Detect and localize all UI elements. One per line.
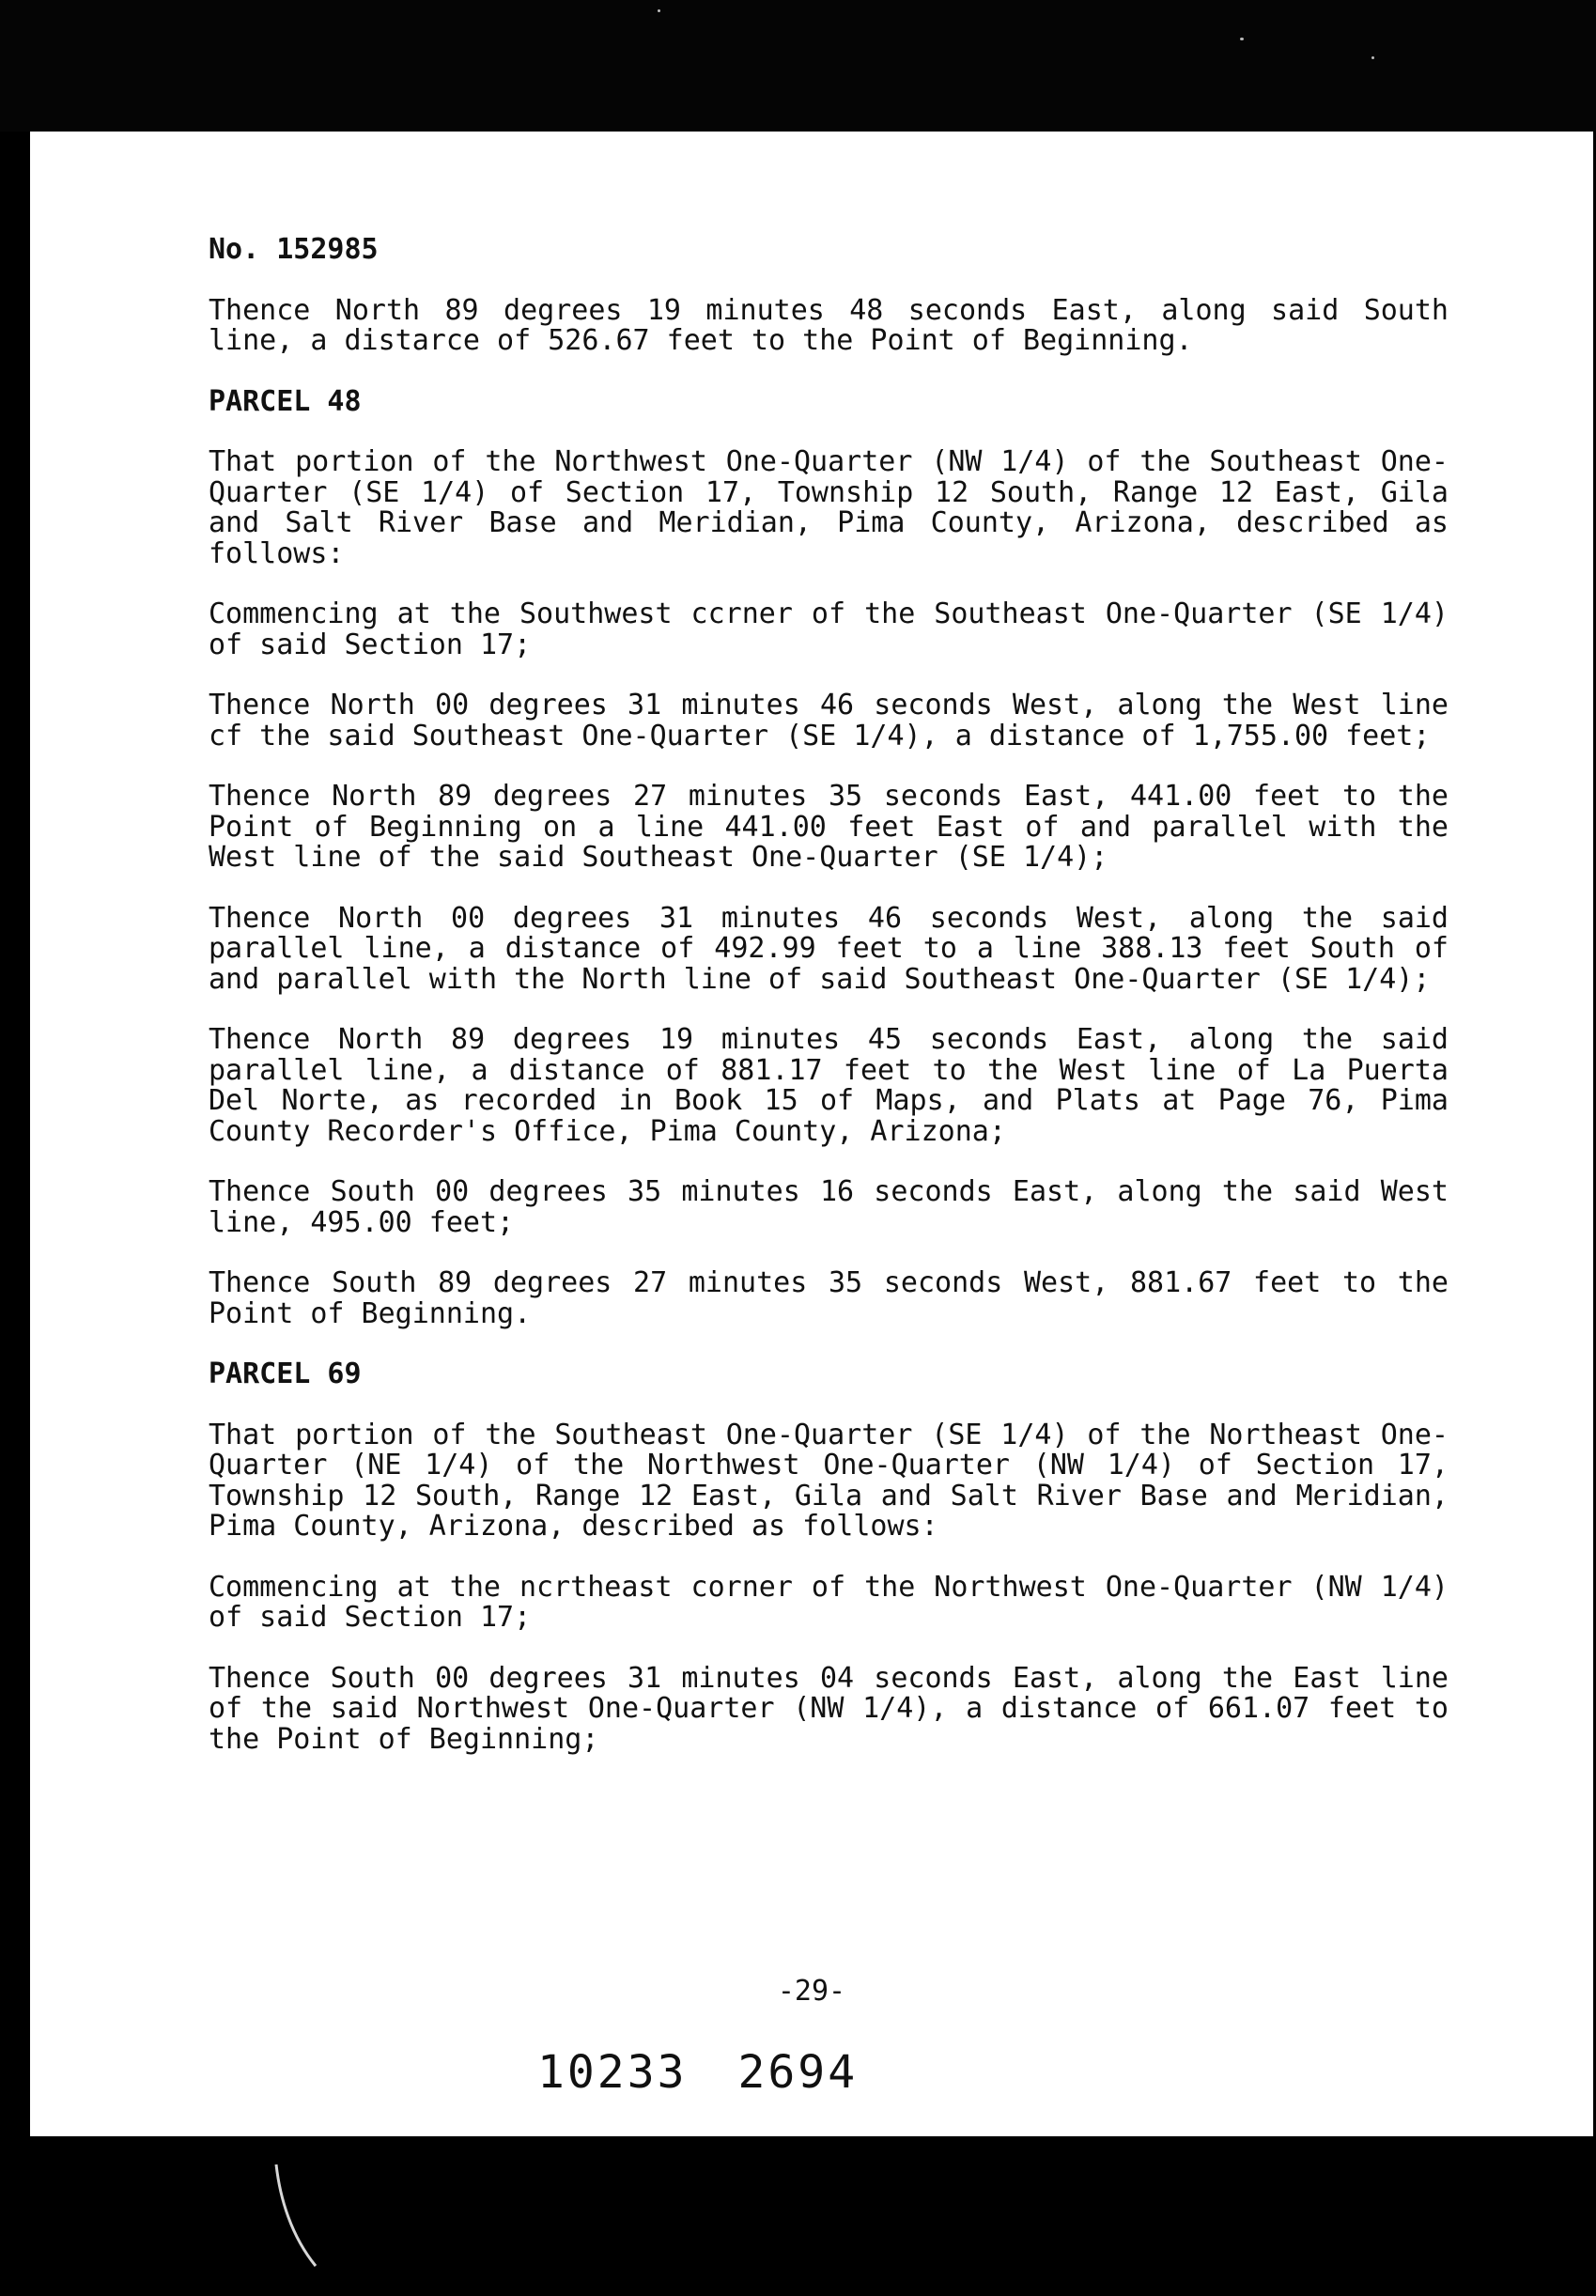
paragraph: Thence North 00 degrees 31 minutes 46 seconds West, along the West line cf the said Southeast One-Quarter (SE 1/4), a distance of 1,755.00 feet; [209,689,1449,752]
recording-number [537,2046,858,2099]
paragraph: Thence South 00 degrees 31 minutes 04 seconds East, along the East line of the said Northwest One-Quarter (NW 1/4), a distance of 661.07 feet to the Point of Beginning; [209,1661,1449,1756]
paragraph: Commencing at the ncrtheast corner of the Northwest One-Quarter (NW 1/4) of said Section 17; [209,1570,1449,1634]
paragraph: Thence North 89 degrees 19 minutes 48 seconds East, along said South line, a distarce of 526.67 feet to the Point of Beginning. [209,293,1449,357]
parcel-69-heading: PARCEL 69 [209,1357,362,1390]
paragraph: Thence North 89 degrees 27 minutes 35 seconds East, 441.00 feet to the Point of Beginning on a line 441.00 feet East of and parallel with the West line of the said Southeast One-Quarter (SE 1/4); [209,780,1449,874]
recording-page: 2694 [737,2046,859,2099]
recording-book: 10233 [537,2046,688,2099]
scan-stroke-mark [271,2161,327,2273]
document-page [30,132,1593,2136]
document-number: No. 152985 [209,233,379,266]
paragraph: Commencing at the Southwest ccrner of the Southeast One-Quarter (SE 1/4) of said Section 17; [209,597,1449,661]
paragraph: Thence North 89 degrees 19 minutes 45 seconds East, along the said parallel line, a distance of 881.17 feet to the West line of La Puerta Del Norte, as recorded in Book 15 of Maps, and Plats at Page 76, Pima County Recorder's Office, Pima County, Arizona; [209,1023,1449,1148]
scan-speck [1371,56,1374,59]
page-number: -29- [777,1975,846,2008]
scan-border-top [0,0,1596,132]
paragraph: Thence North 00 degrees 31 minutes 46 seconds West, along the said parallel line, a distance of 492.99 feet to a line 388.13 feet South of and parallel with the North line of said Southeast One-Quarter (SE 1/4); [209,901,1449,996]
paragraph: Thence South 89 degrees 27 minutes 35 seconds West, 881.67 feet to the Point of Beginning. [209,1266,1449,1330]
paragraph: Thence South 00 degrees 35 minutes 16 seconds East, along the said West line, 495.00 feet; [209,1175,1449,1239]
parcel-48-heading: PARCEL 48 [209,384,362,418]
scan-speck [1240,38,1244,40]
scan-speck [658,9,660,12]
paragraph: That portion of the Southeast One-Quarter (SE 1/4) of the Northeast One-Quarter (NE 1/4) of the Northwest One-Quarter (NW 1/4) of Section 17, Township 12 South, Range 12 East, Gila and Salt River Base and Meridian, Pima County, Arizona, described as follows: [209,1418,1449,1543]
document-body [209,235,1449,1785]
paragraph: That portion of the Northwest One-Quarter (NW 1/4) of the Southeast One-Quarter (SE 1/4) of Section 17, Township 12 South, Range 12 East, Gila and Salt River Base and Meridian, Pima County, Arizona, described as follows: [209,445,1449,570]
